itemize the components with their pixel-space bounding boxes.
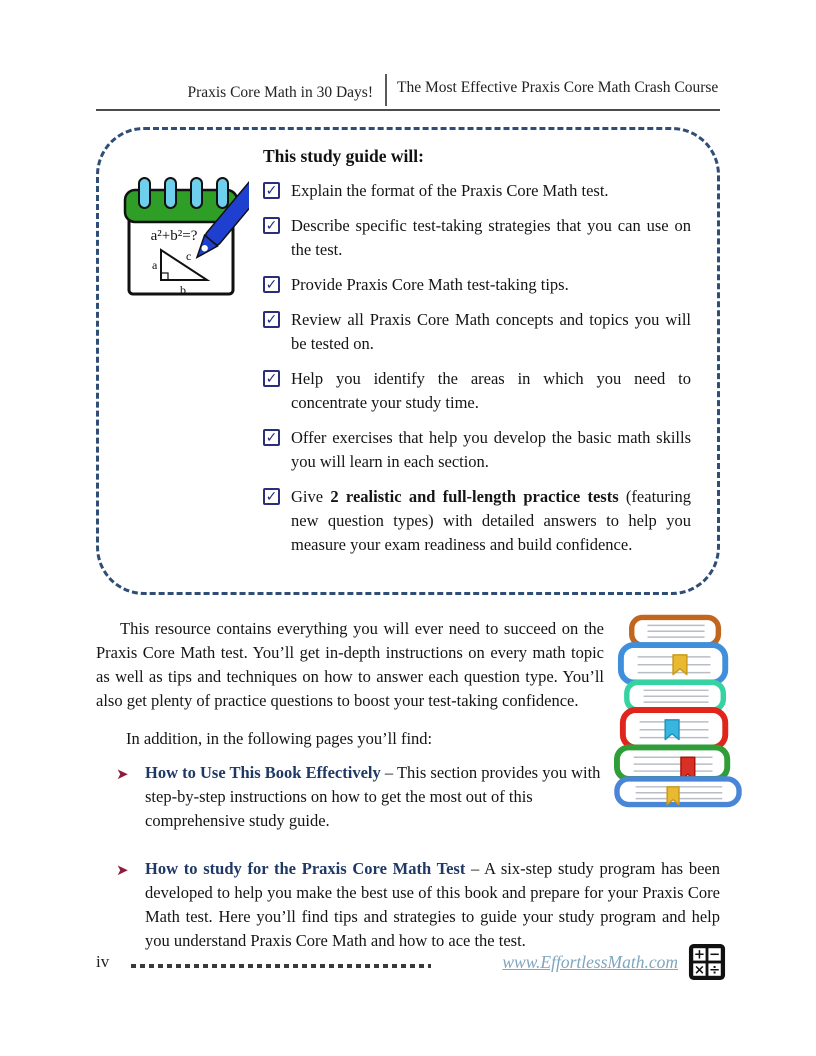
plus-icon: +	[693, 947, 705, 963]
notepad-pencil-icon	[117, 176, 249, 304]
checklist-item: ✓ Give 2 realistic and full-length practice tests (featuring new question types) with detailed answers to help you measure your exam readiness and build confidence.	[263, 485, 691, 557]
calculator-logo-icon	[688, 943, 726, 981]
checkbox-checked-icon: ✓	[263, 311, 280, 328]
notepad-illustration	[113, 146, 263, 568]
find-item-how-to-study: ➤ How to study for the Praxis Core Math Test – A six-step study program has been developed to help you make the best use of this book and prepare for your Praxis Core Math test. Here you’ll find tips and strategies to guide your study program and help you understand Praxis Core Math and how to ace the test.	[116, 859, 720, 950]
find-item-title: How to Use This Book Effectively	[145, 763, 381, 782]
arrow-bullet-icon: ➤	[116, 861, 129, 879]
page-number: iv	[96, 952, 110, 971]
checklist-item: ✓ Offer exercises that help you develop the basic math skills you will learn in each section.	[263, 426, 691, 474]
find-item-title: How to study for the Praxis Core Math Test	[145, 859, 466, 878]
checkbox-checked-icon: ✓	[263, 370, 280, 387]
header-book-title: Praxis Core Math in 30 Days!	[187, 84, 373, 101]
page-header	[96, 74, 720, 106]
triangle-label-a: a	[152, 258, 158, 272]
checkbox-checked-icon: ✓	[263, 429, 280, 446]
arrow-bullet-icon: ➤	[116, 765, 129, 783]
minus-icon: −	[709, 947, 721, 963]
find-list	[96, 761, 720, 953]
checkbox-checked-icon: ✓	[263, 276, 280, 293]
main-section	[96, 617, 720, 953]
study-guide-box	[96, 127, 720, 595]
notepad-formula: a²+b²=?	[150, 228, 198, 244]
study-box-title: This study guide will:	[263, 146, 424, 166]
in-addition-line: In addition, in the following pages you’ll find:	[126, 729, 433, 748]
effortlessmath-link[interactable]: www.EffortlessMath.com	[502, 951, 678, 972]
footer-dotted-line	[131, 964, 431, 968]
checkbox-checked-icon: ✓	[263, 182, 280, 199]
triangle-label-c: c	[186, 249, 192, 263]
header-divider	[96, 109, 720, 111]
triangle-label-b: b	[180, 283, 186, 297]
checkbox-checked-icon: ✓	[263, 217, 280, 234]
page-footer	[96, 938, 726, 986]
intro-paragraph: This resource contains everything you will ever need to succeed on the Praxis Core Math test. You’ll get in-depth instructions on every math topic as well as tips and techniques on how to answer each question type. You’ll also get plenty of practice questions to boost your test-taking confidence.	[96, 619, 604, 710]
header-subtitle: The Most Effective Praxis Core Math Crash Course	[385, 74, 720, 106]
checklist-item: ✓ Review all Praxis Core Math concepts and topics you will be tested on.	[263, 308, 691, 356]
times-icon: ×	[693, 962, 705, 978]
checklist-item: ✓ Help you identify the areas in which you need to concentrate your study time.	[263, 367, 691, 415]
divide-icon: ÷	[709, 962, 721, 978]
study-box-checklist	[263, 179, 691, 557]
checklist-item: ✓ Describe specific test-taking strategies that you can use on the test.	[263, 214, 691, 262]
checklist-item: ✓ Provide Praxis Core Math test-taking tips.	[263, 273, 691, 297]
checklist-item: ✓ Explain the format of the Praxis Core Math test.	[263, 179, 691, 203]
find-item-how-to-use: ➤ How to Use This Book Effectively – This section provides you with step-by-step instructions on how to get the most out of this comprehensive study guide.	[116, 763, 601, 830]
checkbox-checked-icon: ✓	[263, 488, 280, 505]
